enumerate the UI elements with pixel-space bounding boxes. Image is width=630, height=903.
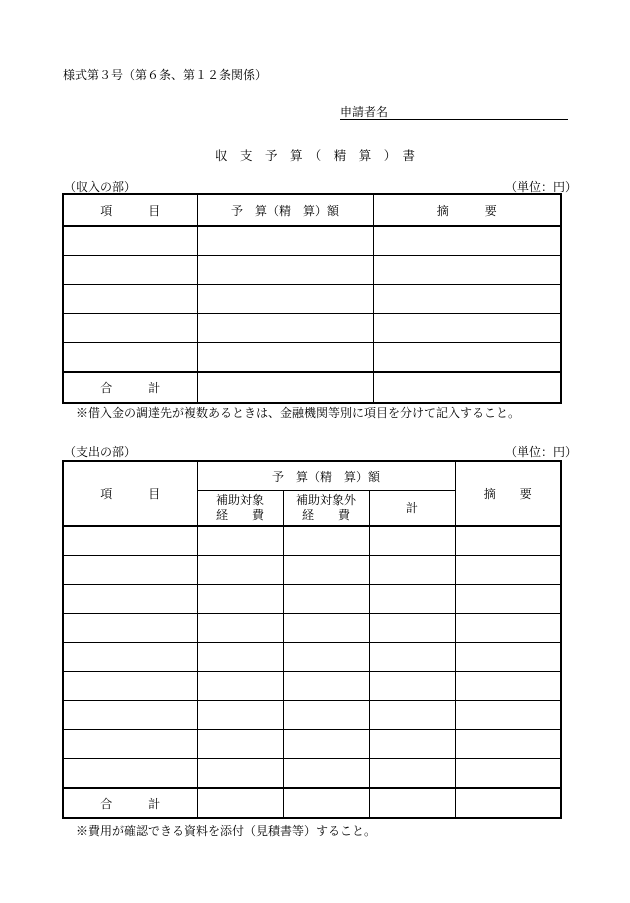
income-amount-cell[interactable]	[197, 256, 373, 285]
expense-summary-cell[interactable]	[455, 526, 561, 556]
expense-nonsubsidy-cell[interactable]	[283, 759, 369, 789]
table-row	[63, 585, 561, 614]
expense-summary-cell[interactable]	[455, 701, 561, 730]
expense-nonsubsidy-cell[interactable]	[283, 672, 369, 701]
expense-section-label: （支出の部）	[64, 445, 137, 459]
expense-item-cell[interactable]	[63, 614, 197, 643]
table-row	[63, 643, 561, 672]
expense-item-cell[interactable]	[63, 556, 197, 585]
expense-subsidy-cell[interactable]	[197, 526, 283, 556]
expense-total-subsidy-cell[interactable]	[197, 788, 283, 818]
expense-item-cell[interactable]	[63, 585, 197, 614]
table-row	[63, 759, 561, 789]
table-row	[63, 672, 561, 701]
applicant-name-label: 申請者名	[340, 105, 389, 119]
income-amount-cell[interactable]	[197, 285, 373, 314]
income-total-label: 合 計	[63, 372, 197, 403]
expense-total-sum-cell[interactable]	[369, 788, 455, 818]
income-item-cell[interactable]	[63, 343, 197, 373]
income-amount-cell[interactable]	[197, 343, 373, 373]
income-summary-cell[interactable]	[373, 314, 561, 343]
expense-summary-cell[interactable]	[455, 614, 561, 643]
expense-total-nonsubsidy-cell[interactable]	[283, 788, 369, 818]
income-item-cell[interactable]	[63, 314, 197, 343]
table-row	[63, 256, 561, 285]
income-note: ※借入金の調達先が複数あるときは、金融機関等別に項目を分けて記入すること。	[76, 406, 521, 420]
expense-subsidy-cell[interactable]	[197, 614, 283, 643]
expense-header-subsidy-line1: 補助対象	[215, 493, 264, 507]
expense-item-cell[interactable]	[63, 526, 197, 556]
expense-summary-cell[interactable]	[455, 643, 561, 672]
expense-sum-cell[interactable]	[369, 701, 455, 730]
expense-nonsubsidy-cell[interactable]	[283, 556, 369, 585]
expense-summary-cell[interactable]	[455, 556, 561, 585]
income-header-summary: 摘 要	[373, 194, 561, 226]
expense-header-budget: 予 算（精 算）額	[197, 461, 455, 491]
expense-item-cell[interactable]	[63, 730, 197, 759]
expense-total-label: 合 計	[63, 788, 197, 818]
table-row	[63, 226, 561, 256]
expense-subsidy-cell[interactable]	[197, 643, 283, 672]
expense-total-row	[63, 788, 561, 818]
table-row	[63, 343, 561, 373]
expense-header-nonsubsidy-line1: 補助対象外	[295, 493, 356, 507]
income-summary-cell[interactable]	[373, 285, 561, 314]
expense-item-cell[interactable]	[63, 672, 197, 701]
income-header-budget: 予 算（精 算）額	[197, 194, 373, 226]
expense-subsidy-cell[interactable]	[197, 701, 283, 730]
expense-header-subsidy-line2: 経 費	[215, 508, 264, 522]
income-item-cell[interactable]	[63, 256, 197, 285]
expense-sum-cell[interactable]	[369, 526, 455, 556]
expense-nonsubsidy-cell[interactable]	[283, 585, 369, 614]
income-section-label: （収入の部）	[64, 180, 137, 194]
income-total-row	[63, 372, 561, 403]
income-header-item: 項 目	[63, 194, 197, 226]
expense-nonsubsidy-cell[interactable]	[283, 643, 369, 672]
expense-summary-cell[interactable]	[455, 759, 561, 789]
table-row	[63, 285, 561, 314]
expense-sum-cell[interactable]	[369, 759, 455, 789]
income-summary-cell[interactable]	[373, 256, 561, 285]
document-title: 収 支 予 算 （ 精 算 ） 書	[214, 148, 415, 163]
expense-subsidy-cell[interactable]	[197, 759, 283, 789]
expense-subsidy-cell[interactable]	[197, 585, 283, 614]
income-amount-cell[interactable]	[197, 314, 373, 343]
expense-subsidy-cell[interactable]	[197, 556, 283, 585]
expense-sum-cell[interactable]	[369, 614, 455, 643]
expense-nonsubsidy-cell[interactable]	[283, 614, 369, 643]
expense-total-summary-cell[interactable]	[455, 788, 561, 818]
expense-sum-cell[interactable]	[369, 672, 455, 701]
applicant-name-field[interactable]	[340, 103, 568, 120]
expense-header-nonsubsidy	[283, 491, 369, 527]
expense-note: ※費用が確認できる資料を添付（見積書等）すること。	[76, 824, 377, 838]
table-row	[63, 701, 561, 730]
expense-table	[62, 460, 562, 819]
table-row	[63, 730, 561, 759]
expense-header-sum: 計	[369, 491, 455, 527]
income-summary-cell[interactable]	[373, 226, 561, 256]
income-item-cell[interactable]	[63, 226, 197, 256]
expense-summary-cell[interactable]	[455, 672, 561, 701]
expense-item-cell[interactable]	[63, 643, 197, 672]
income-total-amount-cell[interactable]	[197, 372, 373, 403]
expense-sum-cell[interactable]	[369, 585, 455, 614]
expense-subsidy-cell[interactable]	[197, 730, 283, 759]
expense-sum-cell[interactable]	[369, 643, 455, 672]
expense-nonsubsidy-cell[interactable]	[283, 730, 369, 759]
table-row	[63, 556, 561, 585]
income-unit-label: （単位：円）	[505, 180, 578, 194]
expense-subsidy-cell[interactable]	[197, 672, 283, 701]
expense-header-subsidy	[197, 491, 283, 527]
income-table	[62, 193, 562, 404]
expense-sum-cell[interactable]	[369, 556, 455, 585]
expense-sum-cell[interactable]	[369, 730, 455, 759]
expense-header-summary: 摘 要	[455, 461, 561, 526]
form-number: 様式第３号（第６条、第１２条関係）	[63, 68, 268, 82]
expense-unit-label: （単位：円）	[505, 445, 578, 459]
expense-item-cell[interactable]	[63, 701, 197, 730]
income-item-cell[interactable]	[63, 285, 197, 314]
expense-header-nonsubsidy-line2: 経 費	[301, 508, 350, 522]
expense-header-item: 項 目	[63, 461, 197, 526]
expense-summary-cell[interactable]	[455, 730, 561, 759]
expense-summary-cell[interactable]	[455, 585, 561, 614]
expense-nonsubsidy-cell[interactable]	[283, 701, 369, 730]
income-amount-cell[interactable]	[197, 226, 373, 256]
table-row	[63, 314, 561, 343]
table-row	[63, 526, 561, 556]
expense-nonsubsidy-cell[interactable]	[283, 526, 369, 556]
income-total-summary-cell[interactable]	[373, 372, 561, 403]
table-row	[63, 614, 561, 643]
income-summary-cell[interactable]	[373, 343, 561, 373]
expense-item-cell[interactable]	[63, 759, 197, 789]
